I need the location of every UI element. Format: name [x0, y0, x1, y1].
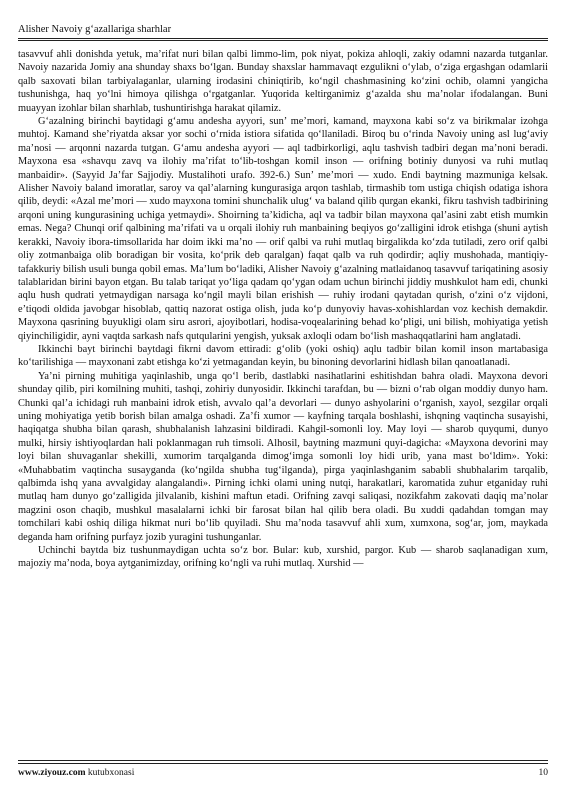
footer-site-link[interactable]: www.ziyouz.com [18, 768, 86, 778]
header-rule [18, 40, 548, 41]
footer-site-suffix: kutubxonasi [85, 768, 135, 778]
footer-source [18, 768, 134, 778]
paragraph: tasavvuf ahli donishda yetuk, ma’rifat nuri bilan qalbi limmo-lim, pok niyat, pokiza ahloqli, zakiy odamni nazarda tutganlar. Navoiy nazarida Jomiy ana shunday shaxs bo‘lgan. Bunday shaxslar hammavaqt ezgulikni o‘ylab, o‘ziga ergashgan odamlarii qalb saxovati bilan tarbiyalaganlar, ularning irodasini chiniqtirib, ko‘ngil chashmasining ko‘zini ochib, olamni yangicha tushunishga, haq yo‘lni himoya qilishga o‘rgatganlar. Yuqorida keltirganimiz g‘azalda shu ma’nolar ifodalangan. Buni muayyan izohlar bilan sharhlab, tushuntirishga harakat qilamiz. [18, 49, 548, 114]
document-page [18, 0, 548, 800]
page-number: 10 [538, 768, 548, 778]
running-header: Alisher Navoiy g‘azallariga sharhlar [18, 24, 548, 39]
paragraph: G‘azalning birinchi baytidagi g‘amu andesha ayyori, sun’ me’mori, kamand, mayxona kabi so‘z va birikmalar izohga muhtoj. Kamand she’riyatda aksar yor sochi o‘rnida istiora sifatida qo‘llaniladi. Biroq bu o‘rinda Navoiy uning asl lug‘aviy ma’nosi — arqonni nazarda tutgan. G‘amu andesha ayyori — aql tadbirkorligi, aqlu tashvish tadbiri degan ma’noni beradi. Mayxona esa «shavqu zavq va ilohiy ma’rifat to‘lib-toshgan komil inson — orifning botiniy dunyosi va ruhi mutlaq manbaidir». (Sayyid Ja’far Sajjodiy. Mustalihoti urafo. 392-6.) Sun’ me’mori — xudo. Endi baytning mazmuniga kelsak. Alisher Navoiy baland imoratlar, saroy va qal’alarning kungurasiga arqon tashlab, tirmashib tom ustiga chiqish odatiga ishora qilib, deydi: «Azal me’mori — xudo mayxona tomini shunchalik ulug‘ va baland qilib qurgan ekanki, fikru tashvish tadbirining arqoni uning kungurasining uchiga yetmaydi». Shoirning ta’kidicha, aql va tadbir bilan mayxona qal’asini zabt etish mumkin emas. Nega? Chunqi orif qalbining ma’rifati va u orqali ilohiy ruh manbaining beqiyos go‘zalligini idrok etishga (shuni aytish kerakki, Navoiy ibora-timsollarida har doim ikki ma’no — orif qalbi va ruhi mutlaq birgalikda ko‘zda tutiladi, zero orif qalbi oliy zotmanbaiga olib boradigan bir vosita, ko‘prik deb qaralgan) faqat qalb va ruh qodirdir; aqliy mushohada, mantiqiy-tafakkuriy bilish usuli bunga qobil emas. Ma’lum bo‘ladiki, Alisher Navoiy g‘azalning matlaidanoq tasavvuf tariqatining asosiy talablaridan birini bayon etgan. Bu talab tariqat yo‘liga qadam qo‘ygan odam uchun birinchi jiddiy mushkulot ham edi, chunki aqlu hush qudrati yetmaydigan narsaga ko‘ngil mayli bilan erishish — ruhiy irodani qaytadan qurish, o‘zini o‘z vijdoni, e’tiqodi oldida javobgar hisoblab, qattiq nazorat ostiga olish, juda ko‘p dunyoviy havas-xohishlardan voz kechish demakdir. Mayxona qasrining buyukligi olam siru asrori, ajoyibotlari, hodisa-voqealarining behad ko‘pligi, uni bilish, mohiyatiga yetish qiyinchiligidir, ayni vaqtda sarkash nafs qutqularini yengish, yuksak axloqli odam bo‘lish mashaqqatlarini ham anglatadi. [18, 116, 548, 342]
paragraph: Uchinchi baytda biz tushunmaydigan uchta so‘z bor. Bular: kub, xurshid, pargor. Kub — sharob saqlanadigan xum, majoziy ma’noda, boya aytganimizday, orifning ko‘ngli va ruhi mutlaq. Xurshid — [18, 545, 548, 570]
paragraph: Ya’ni pirning muhitiga yaqinlashib, unga qo‘l berib, dastlabki nasihatlarini eshitishdan bahra oladi. Mayxona devori shunday qilib, piri komilning muhiti, tashqi, zohiriy dunyosidir. Ikkinchi tarafdan, bu — bizni o‘rab olgan moddiy dunyo ham. Chunki qal’a ichidagi ruh manbaini idrok etish, avvalo qal’a devorlari — dunyo ashyolarini o‘rganish, xayol, sezgilar orqali uning mohiyatiga yetib borish bilan amalga oshadi. Za’fi xumor — kayfning tarqala boshlashi, ishqning vaqtincha susayishi, haqiqatga shubha bilan qarash, shubhalanish lahzasini bildiradi. Kahgil-somonli loy. May loyi — sharob quyqumi, dunyo mulki, hirsiy ishtiyoqlardan hali poklanmagan ruh timsoli. Alhosil, baytning mazmuni quyi-dagicha: «Mayxona devorini may loyi bilan shuvaganlar shekilli, xumorim tarqalganda dimog‘imga somonli loy hidi urib, yana mast bo‘ldim». Yoki: «Muhabbatim vaqtincha susayganda (ko‘ngilda shubha tug‘ilganda), pirga yaqinlashganim sababli shubhalarim tarqalib, qalbimda ishq yana avvalgiday alangalandi». Pirning ichki olami uning nutqi, harakatlari, karomatida zuhur etganiday ruhi mutlaq ham dunyo go‘zalligida jilvalanib, kishini maftun etadi. Orifning zavqi saliqasi, nozikfahm zakovati daqiq ma’nolar magzini oson chaqib, mushkul masalalarni ichki bir farosat bilan hal qilib bera oladi. Bu xuddi qadahdan tomgan may tomchilari kabi oshiq diliga hikmat nuri bo‘lib quyiladi. Shu ma’noda tasavvuf ahli xum, xumxona, sog‘ar, jom, maykada deganda ham orifning purfayz jozib yuragini tushunganlar. [18, 370, 548, 543]
footer-rule-inner [18, 763, 548, 764]
footer [18, 768, 548, 778]
paragraph: Ikkinchi bayt birinchi baytdagi fikrni davom ettiradi: g‘olib (yoki oshiq) aqlu tadbir bilan komil inson martabasiga ko‘tarilishiga — mayxonani zabt etishga ko‘zi yetmagandan keyin, bu binoning devorlarini hidlash bilan qanoatlanadi. [18, 343, 548, 369]
footer-rule [18, 760, 548, 761]
body-text [18, 48, 548, 571]
